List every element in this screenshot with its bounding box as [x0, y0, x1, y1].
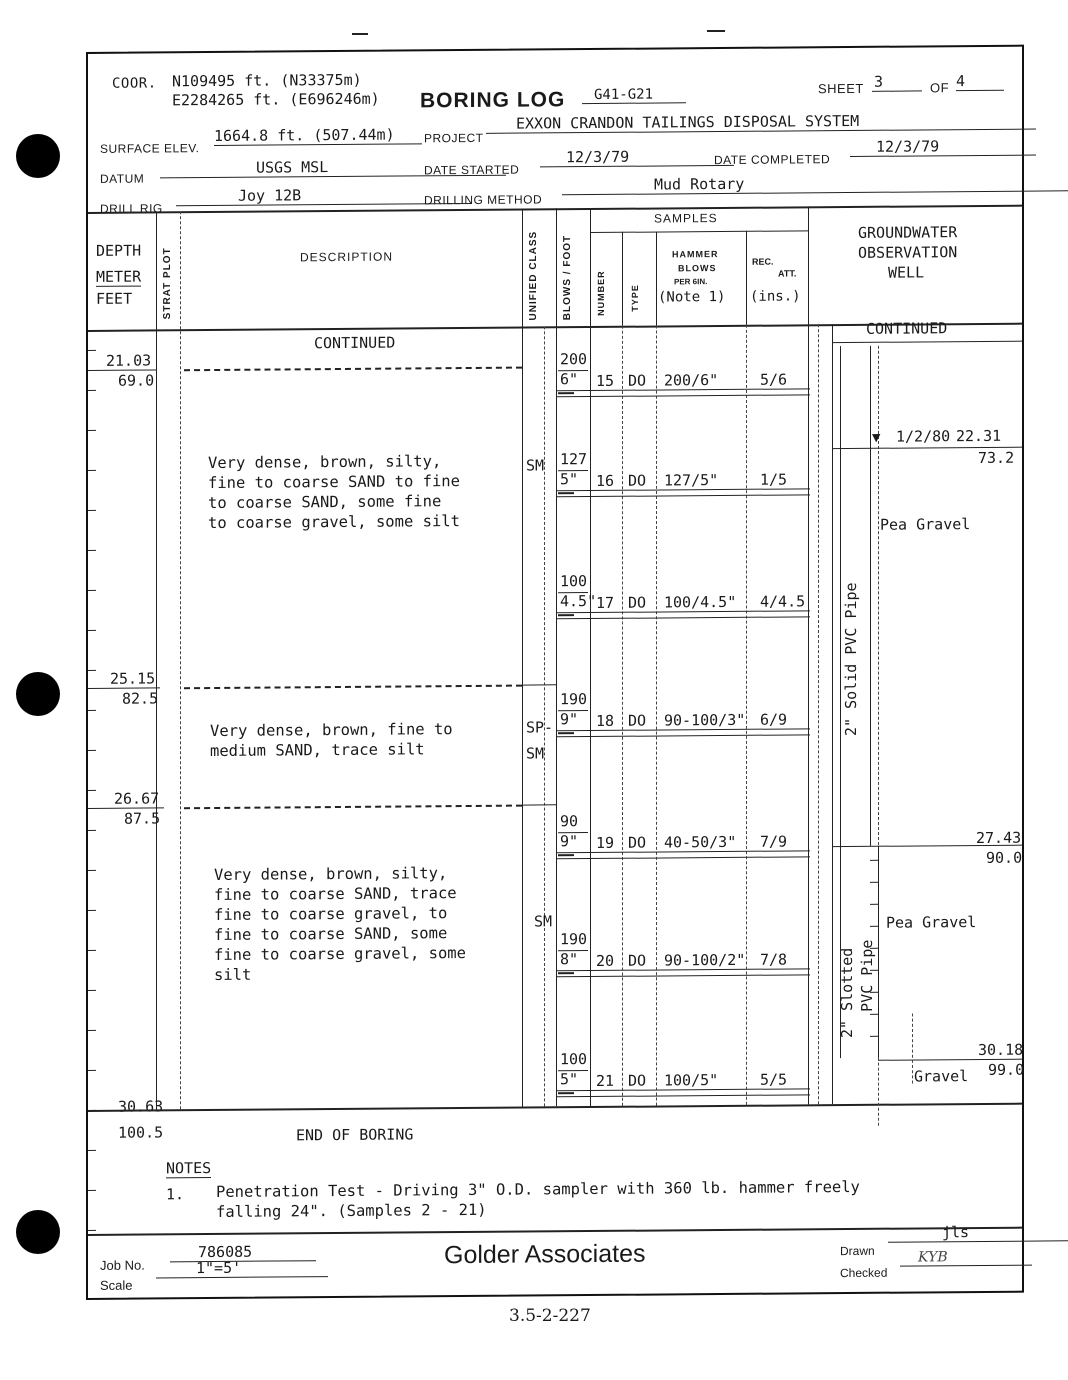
pipe-slot: [870, 860, 878, 861]
surface-elev-value: 1664.8 ft. (507.44m): [214, 125, 422, 146]
sample-recovery: 6/9: [760, 710, 788, 729]
well-bottom-meter: 30.18: [978, 1040, 1024, 1059]
note-1-line-2: falling 24". (Samples 2 - 21): [216, 1200, 487, 1221]
depth-feet-2: 82.5: [122, 689, 159, 708]
company-name: Golder Associates: [444, 1239, 646, 1270]
att-header: ATT.: [778, 268, 797, 279]
sheet-number: 3: [872, 72, 922, 91]
sample-interval-bottom: [556, 494, 810, 497]
slotted-pipe-label-1: 2" Slotted: [838, 947, 856, 1039]
page-title: BORING LOG: [420, 88, 566, 113]
gravel-divider: [912, 1014, 913, 1084]
col-line-type-body: [656, 326, 657, 1106]
depth-scale-tick: [88, 1070, 96, 1071]
sample-blows-top: 100: [560, 572, 588, 591]
sample-arrow: [558, 492, 574, 494]
drilling-method-label: DRILLING METHOD: [424, 192, 543, 208]
gw-header-2: OBSERVATION: [858, 243, 958, 262]
gw-header-1: GROUNDWATER: [858, 223, 958, 242]
col-line-strat: [180, 211, 181, 1109]
number-header: NUMBER: [596, 270, 606, 316]
checked-label: Checked: [840, 1265, 888, 1281]
depth-feet-1: 69.0: [118, 371, 155, 390]
layer-description-3: Very dense, brown, silty, fine to coarse SAND, trace fine to coarse gravel, to fine to coarse SAND, some fine to coarse gravel, some silt: [214, 864, 466, 984]
samples-header: SAMPLES: [654, 211, 718, 226]
transition-feet: 90.0: [986, 848, 1023, 867]
depth-scale-tick: [88, 750, 96, 751]
job-number-value: 786085: [170, 1242, 316, 1262]
depth-scale-tick: [88, 710, 96, 711]
sample-interval-bottom: [556, 394, 810, 397]
sample-hammer-blows: 90-100/2": [664, 950, 746, 970]
layer-class-2a: SP-: [526, 718, 554, 737]
continued-label-right: CONTINUED: [866, 319, 948, 338]
sheet-total: 4: [956, 72, 1004, 91]
date-completed-label: DATE COMPLETED: [714, 152, 831, 168]
sample-interval-top: [556, 850, 810, 853]
col-line-well-dash: [818, 324, 819, 1104]
col-line-well: [832, 324, 833, 1104]
well-casing-right: [870, 346, 871, 846]
scan-mark: [352, 33, 368, 35]
depth-scale-tick: [88, 990, 96, 991]
sample-blows-bottom: 8": [560, 950, 579, 969]
water-level-date: 1/2/80: [896, 427, 951, 446]
sample-number: 20: [596, 951, 615, 970]
sample-interval-top: [556, 388, 810, 391]
sample-recovery: 1/5: [760, 470, 788, 489]
sample-number: 18: [596, 711, 615, 730]
sample-number: 21: [596, 1071, 615, 1090]
depth-meter-4: 30.63: [118, 1097, 164, 1116]
of-label: OF: [930, 80, 950, 96]
sample-interval-top: [556, 968, 810, 971]
checked-value: KYB: [900, 1249, 1032, 1267]
col-line-desc: [522, 209, 523, 1107]
col-line-rec: [808, 206, 809, 1104]
depth-scale-tick: [88, 1030, 96, 1031]
col-line-number-body: [622, 326, 623, 1106]
depth-scale-tick: [88, 1110, 96, 1111]
sample-interval-bottom: [556, 974, 810, 977]
sample-blows-bottom: 9": [560, 710, 579, 729]
sample-blows-top: 190: [560, 690, 588, 709]
sample-recovery: 5/6: [760, 370, 788, 389]
depth-scale-tick: [88, 590, 96, 591]
sample-interval-top: [556, 610, 810, 613]
layer-boundary-3: [184, 805, 522, 810]
depth-scale-tick: [88, 470, 96, 471]
layer-class-2b: SM: [526, 744, 545, 763]
pipe-slot: [870, 926, 878, 927]
sample-arrow: [558, 614, 574, 616]
sample-arrow: [558, 392, 574, 394]
depth-feet-4: 100.5: [118, 1123, 164, 1142]
water-level-meter: 22.31: [956, 426, 1002, 446]
sheet-label: SHEET: [818, 80, 864, 97]
note-1-number: 1.: [166, 1185, 185, 1204]
pipe-slot: [870, 1014, 878, 1015]
scan-mark: [707, 30, 725, 32]
depth-meter-1: 21.03: [106, 351, 152, 370]
per-6in-header: PER 6IN.: [674, 277, 708, 287]
sample-recovery: 5/5: [760, 1070, 788, 1089]
depth-scale-tick: [88, 630, 96, 631]
layer-boundary-2: [184, 685, 522, 690]
sample-number: 19: [596, 833, 615, 852]
end-of-boring: END OF BORING: [296, 1125, 414, 1145]
header-block: [88, 47, 1022, 216]
col-line-blows-left: [556, 208, 557, 1106]
gravel-label: Gravel: [914, 1067, 969, 1086]
col-line-hammer-body: [746, 325, 747, 1105]
drilling-method-value: Mud Rotary: [562, 172, 1068, 195]
description-header: DESCRIPTION: [300, 249, 394, 265]
sample-arrow: [558, 854, 574, 856]
layer-class-3: SM: [534, 912, 553, 931]
pipe-slot: [870, 882, 878, 883]
hammer-header: HAMMER: [672, 249, 719, 260]
depth-scale-tick: [88, 510, 96, 511]
sample-blows-bottom: 4.5": [560, 591, 597, 611]
project-label: PROJECT: [424, 130, 484, 146]
sample-type: DO: [628, 711, 647, 730]
ins-header: (ins.): [750, 288, 801, 305]
depth-scale-tick: [88, 830, 96, 831]
sample-interval-bottom: [556, 1094, 810, 1097]
project-value: EXXON CRANDON TAILINGS DISPOSAL SYSTEM: [486, 111, 1036, 134]
sample-blows-bottom: 5": [560, 1070, 579, 1089]
slotted-casing-right: [878, 846, 879, 1058]
notes-heading: NOTES: [166, 1159, 212, 1178]
sample-hammer-blows: 100/5": [664, 1071, 719, 1090]
strat-plot-header: STRAT PLOT: [162, 247, 173, 320]
surface-elev-label: SURFACE ELEV.: [100, 141, 200, 156]
layer-boundary-3-class: [522, 804, 556, 805]
col-line-class: [544, 326, 545, 1106]
sample-blows-bottom: 9": [560, 832, 579, 851]
footer-rule: [88, 1227, 1022, 1236]
note1-header: (Note 1): [658, 288, 726, 306]
continued-rule: [832, 341, 1022, 343]
layer-description-1: Very dense, brown, silty, fine to coarse SAND to fine to coarse SAND, some fine to coarse gravel, some silt: [208, 452, 460, 533]
coor-label: COOR.: [112, 75, 157, 92]
sample-blows-top: 127: [560, 450, 588, 469]
datum-label: DATUM: [100, 171, 145, 186]
layer-description-2: Very dense, brown, fine to medium SAND, trace silt: [210, 720, 453, 761]
coor-east: E2284265 ft. (E696246m): [172, 89, 380, 110]
layer-boundary-1: [184, 367, 522, 372]
sample-blows-top: 200: [560, 350, 588, 369]
sample-blows-top: 90: [560, 812, 579, 831]
sample-number: 17: [596, 593, 615, 612]
sample-type: DO: [628, 1071, 647, 1090]
depth-scale-tick: [88, 350, 96, 351]
sample-hammer-blows: 40-50/3": [664, 832, 737, 852]
type-header: TYPE: [630, 284, 640, 312]
depth-scale-tick: [88, 910, 96, 911]
depth-scale-tick: [88, 430, 96, 431]
depth-header: DEPTH: [96, 241, 142, 260]
water-level-icon: ▼: [872, 429, 881, 446]
blows-header: BLOWS: [678, 263, 717, 274]
sample-interval-top: [556, 488, 810, 491]
transition-meter: 27.43: [976, 828, 1022, 848]
col-line-type: [656, 232, 657, 326]
job-number-label: Job No.: [100, 1257, 145, 1273]
sample-interval-top: [556, 1088, 810, 1091]
sample-type: DO: [628, 471, 647, 490]
col-line-number: [622, 232, 623, 326]
sample-blows-top: 100: [560, 1050, 588, 1069]
log-id: G41-G21: [582, 86, 686, 104]
pipe-slot: [870, 1036, 878, 1037]
pea-gravel-label-1: Pea Gravel: [880, 515, 971, 534]
depth-feet-3: 87.5: [124, 809, 161, 828]
sample-hammer-blows: 90-100/3": [664, 710, 746, 730]
continued-label-left: CONTINUED: [314, 333, 396, 353]
depth-scale-tick: [88, 1230, 96, 1231]
depth-scale-tick: [88, 790, 96, 791]
sample-blows-bottom: 5": [560, 470, 579, 489]
sample-number: 15: [596, 371, 615, 390]
sample-hammer-blows: 200/6": [664, 371, 719, 390]
sample-arrow: [558, 732, 574, 734]
sample-type: DO: [628, 951, 647, 970]
water-level-feet: 73.2: [978, 448, 1015, 467]
depth-scale-tick: [88, 550, 96, 551]
layer-boundary-2-class: [522, 684, 556, 685]
binder-hole-top: [16, 134, 60, 178]
col-line-depth: [156, 211, 157, 1109]
page-number: 3.5-2-227: [509, 1306, 591, 1326]
binder-hole-middle: [16, 672, 60, 716]
binder-hole-bottom: [16, 1210, 60, 1254]
datum-value: USGS MSL: [160, 157, 506, 179]
depth-meter-2: 25.15: [110, 669, 156, 688]
depth-scale-tick: [88, 390, 96, 391]
sample-recovery: 4/4.5: [760, 592, 806, 611]
sample-blows-top: 190: [560, 930, 588, 949]
sample-arrow: [558, 972, 574, 974]
sample-interval-bottom: [556, 856, 810, 859]
depth-scale-tick: [88, 870, 96, 871]
drawn-label: Drawn: [840, 1243, 875, 1259]
meter-header: METER: [96, 267, 142, 286]
sample-arrow: [558, 1092, 574, 1094]
sample-interval-bottom: [556, 616, 810, 619]
column-headers: [88, 205, 1022, 330]
date-started-value: 12/3/79: [540, 147, 734, 168]
sample-recovery: 7/9: [760, 832, 788, 851]
depth-scale-tick: [88, 1150, 96, 1151]
sample-hammer-blows: 100/4.5": [664, 592, 737, 612]
sample-interval-top: [556, 728, 810, 731]
sample-type: DO: [628, 593, 647, 612]
scale-value: 1"=5': [156, 1258, 328, 1278]
drawn-value: jls: [888, 1222, 1068, 1242]
sample-recovery: 7/8: [760, 950, 788, 969]
sample-number: 16: [596, 471, 615, 490]
depth-scale-tick: [88, 1190, 96, 1191]
sample-type: DO: [628, 833, 647, 852]
coor-north: N109495 ft. (N33375m): [172, 70, 362, 91]
sample-interval-bottom: [556, 734, 810, 737]
pipe-slot: [870, 904, 878, 905]
layer-class-1: SM: [526, 456, 545, 475]
solid-pvc-pipe-label: 2" Solid PVC Pipe: [842, 582, 860, 737]
drill-rig-value: Joy 12B: [176, 185, 472, 206]
blows-foot-header: BLOWS / FOOT: [562, 234, 573, 321]
slotted-pipe-label-2: PVC Pipe: [858, 939, 876, 1012]
col-line-hammer: [746, 231, 747, 325]
date-started-label: DATE STARTED: [424, 162, 520, 178]
drill-rig-label: DRILL RIG: [100, 201, 163, 216]
well-bottom-feet: 99.0: [988, 1060, 1025, 1079]
date-completed-value: 12/3/79: [850, 137, 1036, 157]
sample-blows-bottom: 6": [560, 370, 579, 389]
depth-scale-tick: [88, 670, 96, 671]
boring-log-form: [86, 45, 1024, 1300]
rec-header: REC.: [752, 256, 774, 267]
feet-header: FEET: [96, 289, 133, 308]
col-line-blows-right: [590, 208, 591, 1106]
sample-hammer-blows: 127/5": [664, 471, 719, 490]
end-rule: [88, 1103, 1022, 1112]
pea-gravel-label-2: Pea Gravel: [886, 913, 977, 932]
note-1-line-1: Penetration Test - Driving 3" O.D. sampler with 360 lb. hammer freely: [216, 1177, 860, 1201]
depth-meter-3: 26.67: [114, 789, 160, 808]
sample-type: DO: [628, 371, 647, 390]
unified-class-header: UNIFIED CLASS: [528, 230, 539, 321]
scale-label: Scale: [100, 1277, 133, 1293]
well-casing-left: [840, 346, 841, 846]
gw-header-3: WELL: [888, 263, 925, 282]
depth-scale-tick: [88, 950, 96, 951]
